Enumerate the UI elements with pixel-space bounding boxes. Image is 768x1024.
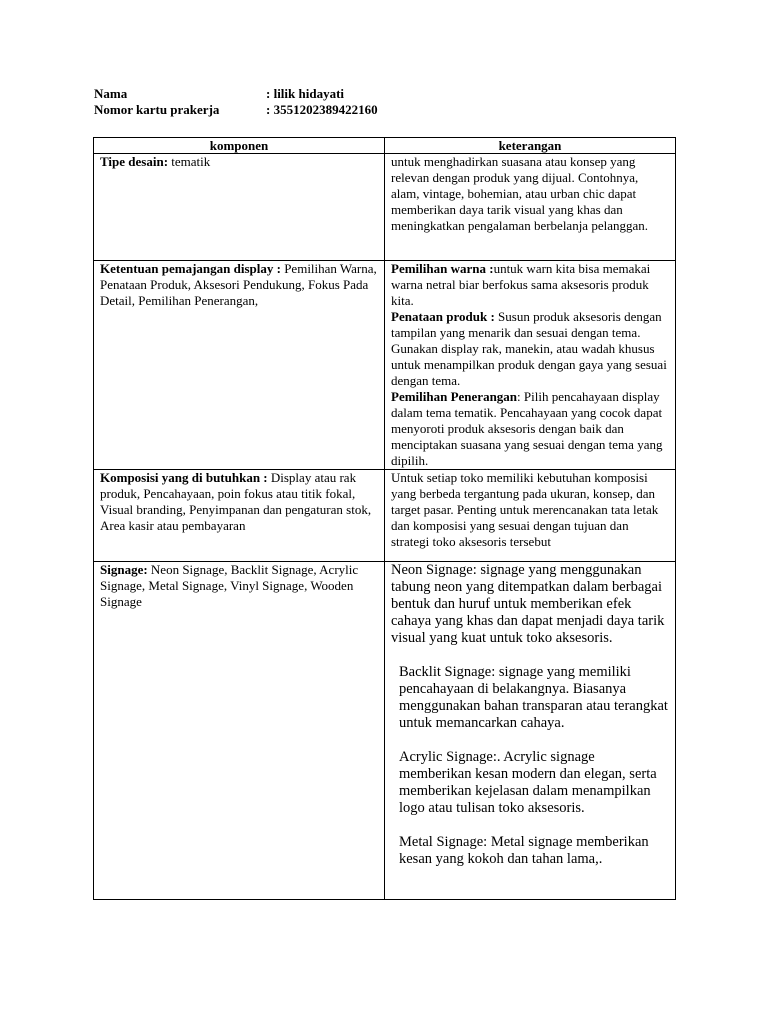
komponen-label: Tipe desain: (100, 154, 169, 169)
table-row-komposisi (94, 470, 676, 562)
card-number-value: : 3551202389422160 (266, 102, 378, 117)
keterangan-cell (385, 562, 676, 900)
komponen-label: Signage: (100, 562, 148, 577)
signage-paragraph: Backlit Signage: signage yang memiliki pencahayaan di belakangnya. Biasanya menggunakan bahan transparan atau terangkat untuk memancarkan cahaya. (399, 664, 668, 731)
signage-paragraph: Metal Signage: Metal signage memberikan kesan yang kokoh dan tahan lama,. (399, 834, 649, 867)
component-table (93, 137, 676, 900)
keterangan-cell (385, 470, 676, 562)
column-header-komponen: komponen (94, 138, 385, 154)
keterangan-item (391, 309, 669, 389)
column-header-keterangan: keterangan (385, 138, 676, 154)
table-row-signage (94, 562, 676, 900)
item-label: Penataan produk : (391, 309, 495, 324)
name-row (94, 86, 378, 102)
komponen-value: Neon Signage, Backlit Signage, Acrylic Signage, Metal Signage, Vinyl Signage, Wooden Signage (100, 562, 359, 609)
name-label: Nama (94, 86, 128, 101)
komponen-cell (94, 470, 385, 562)
komponen-cell (94, 562, 385, 900)
item-text: : Pilih pencahayaan display dalam tema tematik. Pencahayaan yang cocok dapat menyoroti produk aksesoris dengan baik dan menciptakan suasana yang sesuai dengan tema yang dipilih. (391, 389, 663, 468)
table-row-ketentuan-display (94, 261, 676, 470)
komponen-value: Pemilihan Warna, Penataan Produk, Aksesori Pendukung, Fokus Pada Detail, Pemilihan Penerangan, (100, 261, 377, 308)
item-label: Pemilihan Penerangan (391, 389, 518, 404)
item-text: untuk warn kita bisa memakai warna netral biar berfokus sama aksesoris produk kita. (391, 261, 651, 308)
identity-header (94, 86, 378, 118)
signage-paragraph: Acrylic Signage:. Acrylic signage memberikan kesan modern dan elegan, serta memberikan kejelasan dalam menampilkan logo atau tulisan toko aksesoris. (399, 749, 657, 816)
item-label: Pemilihan warna : (391, 261, 494, 276)
keterangan-cell (385, 154, 676, 261)
komponen-cell (94, 154, 385, 261)
komponen-label: Komposisi yang di butuhkan : (100, 470, 268, 485)
card-number-row (94, 102, 378, 118)
keterangan-item (391, 261, 669, 309)
keterangan-text: Untuk setiap toko memiliki kebutuhan komposisi yang berbeda tergantung pada ukuran, konsep, dan target pasar. Penting untuk merencanakan tata letak dan komposisi yang sesuai dengan tujuan dan strategi toko aksesoris tersebut (391, 470, 659, 549)
signage-paragraph: Neon Signage: signage yang menggunakan tabung neon yang ditempatkan dalam berbagai bentuk dan huruf untuk memberikan efek cahaya yang khas dan dapat menjadi daya tarik visual yang kuat untuk toko aksesoris. (391, 562, 665, 646)
komponen-cell (94, 261, 385, 470)
keterangan-text: untuk menghadirkan suasana atau konsep yang relevan dengan produk yang dijual. Contohnya, alam, vintage, bohemian, atau urban chic dapat memberikan daya tarik visual yang khas dan meningkatkan pengalaman berbelanja pelanggan. (391, 154, 649, 233)
name-value: : lilik hidayati (266, 86, 345, 101)
keterangan-cell (385, 261, 676, 470)
item-text: Susun produk aksesoris dengan tampilan yang menarik dan sesuai dengan tema. Gunakan display rak, manekin, atau wadah khusus untuk menampilkan produk dengan gaya yang sesuai dengan tema. (391, 309, 667, 388)
keterangan-item (391, 389, 669, 469)
card-number-label: Nomor kartu prakerja (94, 102, 220, 117)
komponen-value: Display atau rak produk, Pencahayaan, poin fokus atau titik fokal, Visual branding, Penyimpanan dan pengaturan stok, Area kasir atau pembayaran (100, 470, 372, 533)
table-header-row (94, 138, 676, 154)
komponen-label: Ketentuan pemajangan display : (100, 261, 281, 276)
table-row-tipe-desain (94, 154, 676, 261)
komponen-value: tematik (168, 154, 211, 169)
